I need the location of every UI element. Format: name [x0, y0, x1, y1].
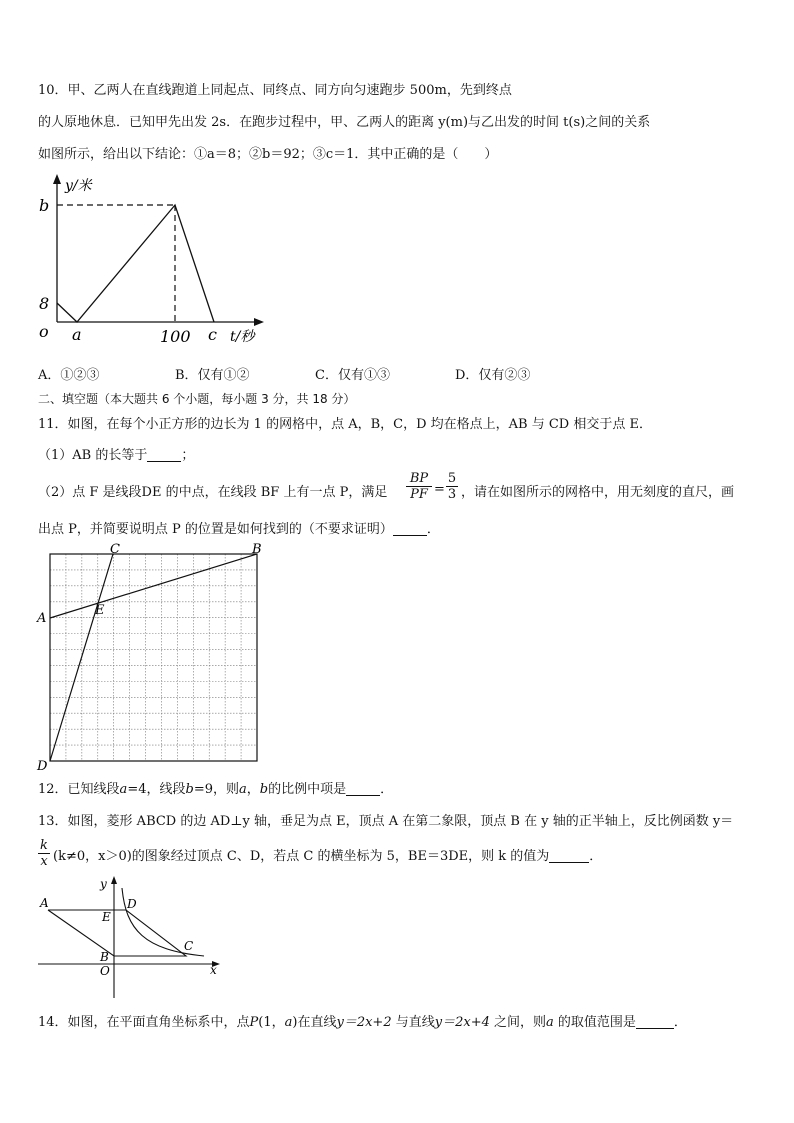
- q14-line1-eq: y＝2x+2: [336, 1015, 392, 1030]
- q13-answer-blank[interactable]: [549, 848, 589, 863]
- fig13-label-c: C: [184, 939, 194, 953]
- q11-answer-blank-1[interactable]: [147, 447, 181, 462]
- q12-var-a2: a: [238, 782, 247, 797]
- q12-var-b2: b: [259, 782, 269, 797]
- q12-a-val: =4，线段: [127, 782, 186, 797]
- q11-part2-b: ，请在如图所示的网格中，用无刻度的直尺，画: [461, 485, 735, 500]
- frac-den-3: 3: [447, 487, 457, 502]
- q11-part2-c: 出点 P，并简要说明点 P 的位置是如何找到的（不要求证明）: [38, 522, 393, 537]
- q11-part2-a: （2）点 F 是线段DE 的中点，在线段 BF 上有一点 P，满足: [38, 485, 388, 500]
- q14-answer-blank[interactable]: [636, 1014, 674, 1029]
- q13-line2-end: ．: [589, 849, 603, 864]
- q10-option-a[interactable]: A．①②③: [38, 368, 100, 383]
- frac-num-bp: BP: [409, 471, 429, 486]
- q12-line: [38, 781, 393, 799]
- y-tick-8: 8: [39, 294, 50, 313]
- frac-den-pf: PF: [406, 486, 432, 502]
- q11-part1-text: （1）AB 的长等于: [38, 448, 148, 463]
- x-axis-label: t/秒: [230, 329, 255, 345]
- grid-label-e: E: [95, 603, 105, 618]
- q13-line1: 13．如图，菱形 ABCD 的边 AD⊥y 轴，垂足为点 E，顶点 A 在第二象限，顶点 B 在 y 轴的正半轴上，反比例函数 y＝: [38, 814, 734, 829]
- q14-point-p: P: [249, 1015, 259, 1030]
- q14-var-a2: a: [546, 1015, 554, 1030]
- q14-post: 之间，则: [489, 1015, 547, 1030]
- q12-post: 的比例中项是: [268, 782, 347, 797]
- q14-end: 的取值范围是: [553, 1015, 636, 1030]
- q13-frac-num: k: [40, 838, 48, 853]
- x-tick-a: a: [72, 325, 82, 344]
- fig13-label-a: A: [40, 896, 49, 910]
- q11-part2-c-row: [38, 521, 440, 539]
- q12-b-val: =9，则: [193, 782, 239, 797]
- fig13-label-o: O: [100, 964, 110, 978]
- q11-fraction-left: [406, 471, 432, 502]
- q12-comma: ，: [246, 782, 260, 797]
- q14-line2-eq: y＝2x+4: [434, 1015, 490, 1030]
- q12-pre: 12．已知线段: [38, 782, 120, 797]
- q10-graph: [30, 172, 270, 352]
- fig13-label-y: y: [100, 877, 107, 891]
- q10-line3: 如图所示，给出以下结论：①a＝8；②b＝92；③c＝1．其中正确的是（ ）: [38, 147, 498, 162]
- q13-fraction: [38, 838, 50, 869]
- q11-grid-figure: [34, 542, 274, 774]
- y-tick-b: b: [39, 196, 50, 215]
- q14-and: 与直线: [391, 1015, 435, 1030]
- frac-equals: =: [434, 482, 445, 497]
- origin-label: o: [39, 322, 49, 341]
- q14-mid: )在直线: [292, 1015, 337, 1030]
- q10-option-d[interactable]: D．仅有②③: [455, 368, 531, 383]
- q11-fraction-right: [446, 471, 458, 502]
- fig13-label-b: B: [100, 950, 109, 964]
- q14-end2: ．: [673, 1015, 687, 1030]
- fig13-label-x: x: [210, 963, 217, 977]
- q10-line2: 的人原地休息．已知甲先出发 2s．在跑步过程中，甲、乙两人的距离 y(m)与乙出发的时间 t(s)之间的关系: [38, 115, 651, 130]
- grid-label-d: D: [37, 759, 48, 774]
- q12-end: ．: [380, 782, 394, 797]
- q12-var-b: b: [185, 782, 194, 797]
- q11-part1-end: ；: [181, 448, 195, 463]
- q13-line2-row: [53, 848, 602, 866]
- fig13-label-d: D: [127, 897, 137, 911]
- fig13-label-e: E: [102, 910, 111, 924]
- q10-line1: 10．甲、乙两人在直线跑道上同起点、同终点、同方向匀速跑步 500m，先到终点: [38, 83, 512, 98]
- q11-answer-blank-2[interactable]: [393, 521, 427, 536]
- q11-part1: [38, 447, 194, 465]
- grid-label-c: C: [110, 542, 120, 557]
- grid-label-b: B: [252, 542, 262, 557]
- q10-option-c[interactable]: C．仅有①③: [315, 368, 390, 383]
- frac-num-5: 5: [447, 471, 457, 486]
- q11-part2-end: ．: [426, 522, 440, 537]
- x-tick-100: 100: [160, 327, 191, 346]
- q12-answer-blank[interactable]: [346, 781, 380, 796]
- y-axis-label: y/米: [65, 178, 92, 194]
- q13-frac-den: x: [38, 853, 50, 869]
- q10-option-b[interactable]: B．仅有①②: [175, 368, 250, 383]
- q14-var-a: a: [284, 1015, 293, 1030]
- q13-figure: [34, 874, 234, 1004]
- q14-coord: (1，: [258, 1015, 285, 1030]
- q13-line2: (k≠0，x＞0)的图象经过顶点 C、D，若点 C 的横坐标为 5，BE＝3DE，则 k 的值为: [53, 849, 550, 864]
- grid-label-a: A: [37, 611, 47, 626]
- q14-line: [38, 1014, 687, 1032]
- q11-line1: 11．如图，在每个小正方形的边长为 1 的网格中，点 A，B，C，D 均在格点上，AB 与 CD 相交于点 E．: [38, 417, 652, 432]
- section-title: 二、填空题（本大题共 6 个小题，每小题 3 分，共 18 分）: [38, 392, 356, 406]
- q14-pre: 14．如图，在平面直角坐标系中，点: [38, 1015, 250, 1030]
- x-tick-c: c: [208, 325, 217, 344]
- q12-var-a: a: [119, 782, 128, 797]
